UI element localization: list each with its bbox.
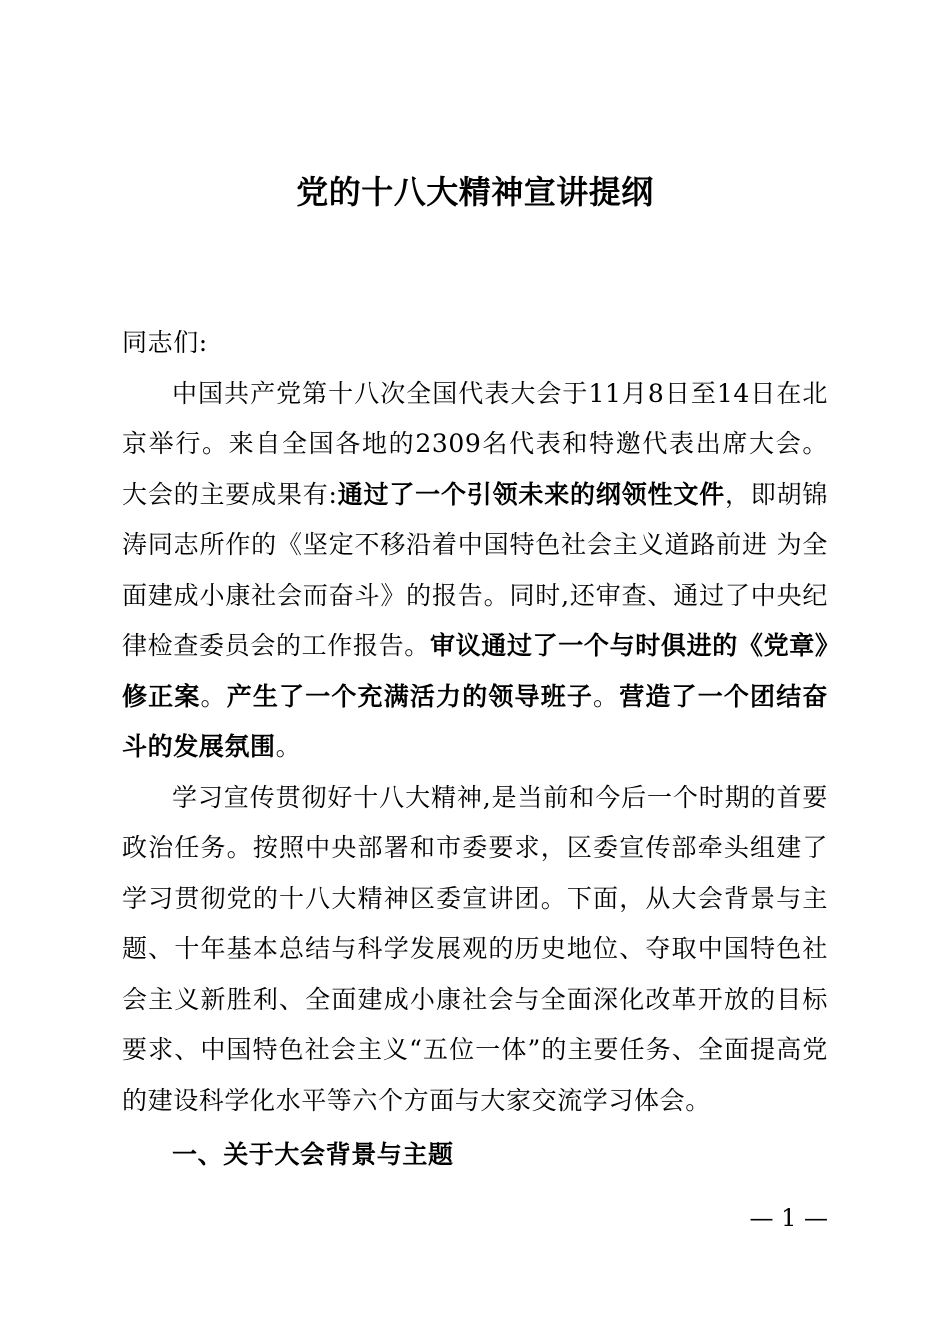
paragraph-1-text-5: 。 (275, 732, 302, 761)
paragraph-1-text-1: 中国共产党第十八次全国代表大会于11月8日至14日在北京举行。来自全国各地的2309名代表和特邀代表出席大会。大会的主要成果有: (122, 378, 828, 509)
page-number: — 1 — (749, 1204, 828, 1232)
paragraph-1-text-3: 。 (200, 681, 227, 711)
document-title: 党的十八大精神宣讲提纲 (296, 173, 654, 211)
salutation: 同志们: (122, 328, 208, 357)
section-heading-1: 一、关于大会背景与主题 (172, 1140, 454, 1169)
paragraph-1-bold-2: 审议通过了一个与时俱进的《党章》修正案 (122, 631, 828, 711)
paragraph-1 (122, 369, 828, 773)
paragraph-1-text-2: ，即胡锦涛同志所作的《坚定不移沿着中国特色社会主义道路前进 为全面建成小康社会而奋斗》的报告。同时,还审查、通过了中央纪律检查委员会的工作报告。 (122, 479, 828, 660)
paragraph-1-bold-3: 产生了一个充满活力的领导班子 (226, 681, 594, 711)
document-body (122, 318, 828, 1181)
paragraph-1-bold-1: 通过了一个引领未来的纲领性文件 (337, 479, 725, 509)
paragraph-1-bold-4: 营造了一个团结奋斗的发展氛围 (122, 681, 828, 761)
paragraph-1-text-4: 。 (593, 681, 620, 711)
paragraph-2: 学习宣传贯彻好十八大精神,是当前和今后一个时期的首要政治任务。按照中央部署和市委要求，区委宣传部牵头组建了学习贯彻党的十八大精神区委宣讲团。下面，从大会背景与主题、十年基本总结与科学发展观的历史地位、夺取中国特色社会主义新胜利、全面建成小康社会与全面深化改革开放的目标要求、中国特色社会主义“五位一体”的主要任务、全面提高党的建设科学化水平等六个方面与大家交流学习体会。 (122, 782, 828, 1115)
